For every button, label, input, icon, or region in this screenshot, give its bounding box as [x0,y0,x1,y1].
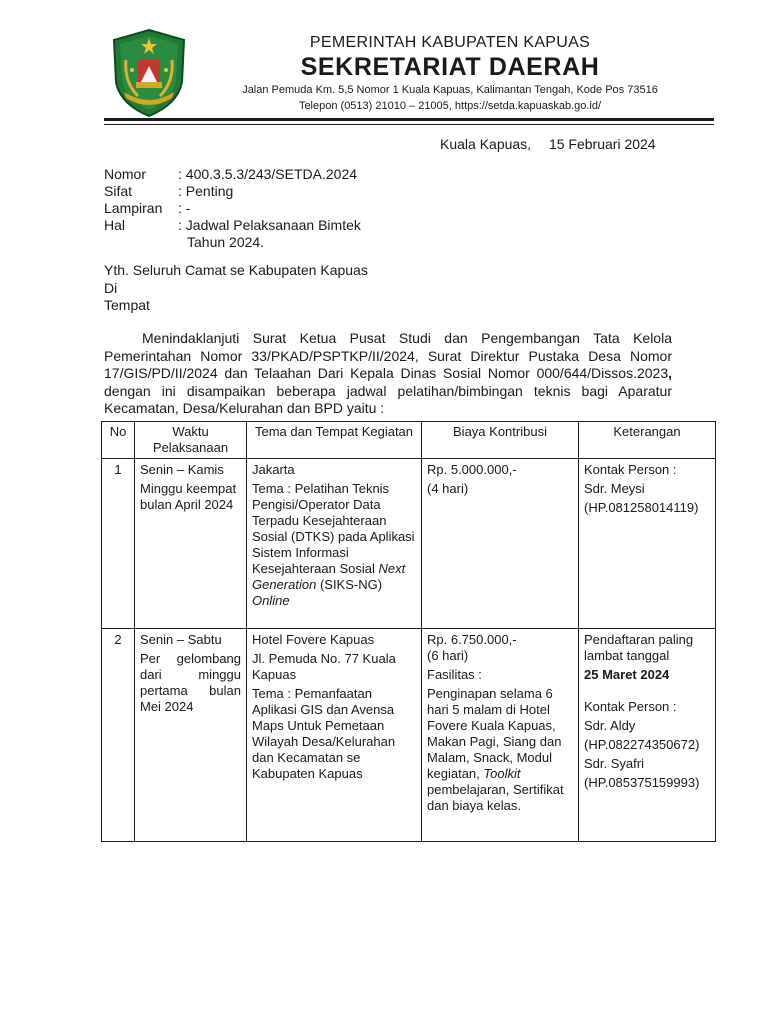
meta-value: : 400.3.5.3/243/SETDA.2024 [178,166,358,182]
recipient [104,262,368,315]
office-contact: Telepon (0513) 21010 – 21005, https://setda.kapuaskab.go.id/ [298,100,602,112]
letterhead-rule [104,118,714,121]
ket-label: Kontak Person : [584,462,677,477]
cell-tema [247,459,422,629]
ket-contact-phone: (HP.085375159993) [584,775,700,790]
letterhead [200,34,700,114]
ket-deadline-date: 25 Maret 2024 [584,667,670,682]
ket-contact-name: Sdr. Aldy [584,718,636,733]
biaya-amount: Rp. 5.000.000,- [427,462,517,477]
meta-row-sifat [104,183,407,200]
body-bold: , [668,365,672,382]
meta-row-nomor [104,166,407,183]
waktu-period: Per gelombang dari minggu pertama bulan Mei 2024 [140,651,241,714]
meta-key: Lampiran [104,200,163,216]
cell-biaya [422,629,579,842]
cell-waktu [135,629,247,842]
meta-row-hal [104,217,407,234]
waktu-days: Senin – Sabtu [140,632,222,647]
office-address: Jalan Pemuda Km. 5,5 Nomor 1 Kuala Kapuas, Kalimantan Tengah, Kode Pos 73516 [242,84,658,96]
header-no: No [102,422,135,459]
biaya-duration: (4 hari) [427,481,469,496]
schedule-table [101,421,716,842]
meta-key: Hal [104,217,126,233]
recipient-line: Yth. Seluruh Camat se Kabupaten Kapuas [104,262,368,278]
tempat: Hotel Fovere Kapuas [252,632,375,647]
fasilitas-label: Fasilitas : [427,667,482,682]
body-text: Menindaklanjuti Surat Ketua Pusat Studi dan Pengembangan Tata Kelola Pemerintahan Nomor 33/PKAD/PSPTKP/II/2024, Surat Direktur Pustaka Desa Nomor 17/GIS/PD/II/2024 dan Telaahan Dari Kepala Dinas Sosial Nomor 000/644/Dissos.2023 [104,330,672,382]
cell-no: 1 [102,459,135,629]
cell-waktu [135,459,247,629]
meta-key: Sifat [104,183,133,199]
date-place: Kuala Kapuas, [440,136,532,152]
government-name: PEMERINTAH KABUPATEN KAPUAS [309,34,591,51]
cell-keterangan [579,459,716,629]
cell-keterangan [579,629,716,842]
ket-deadline-label: Pendaftaran paling lambat tanggal [584,632,694,663]
alamat: Jl. Pemuda No. 77 Kuala Kapuas [252,651,396,682]
ket-contact-name: Sdr. Meysi [584,481,645,496]
date-value: 15 Februari 2024 [548,136,656,152]
letter-date [440,136,656,152]
fasilitas: Penginapan selama 6 hari 5 malam di Hotel Fovere Kuala Kapuas, Makan Pagi, Siang dan Malam, Snack, Modul kegiatan, Toolkit pembelajaran, Sertifikat dan biaya kelas. [427,686,564,813]
meta-value: : - [178,200,191,216]
letterhead-rule-thin [104,124,714,125]
header-keterangan: Keterangan [579,422,716,459]
waktu-period: Minggu keempat bulan April 2024 [140,481,237,512]
cell-no: 2 [102,629,135,842]
table-row [102,629,716,842]
body-paragraph [104,330,672,418]
biaya-amount: Rp. 6.750.000,- [427,632,517,647]
recipient-line: Tempat [104,297,150,313]
meta-value: Tahun 2024. [187,234,265,250]
ket-contact-phone: (HP.081258014119) [584,500,699,515]
regency-coat-of-arms-icon [108,26,190,118]
ket-contact-name: Sdr. Syafri [584,756,644,771]
letter-meta [104,166,407,251]
tema: Tema : Pemanfaatan Aplikasi GIS dan Avensa Maps Untuk Pemetaan Wilayah Desa/Kelurahan dan Kecamatan se Kabupaten Kapuas [252,686,396,781]
cell-tema [247,629,422,842]
header-waktu: Waktu Pelaksanaan [135,422,247,459]
biaya-duration: (6 hari) [427,648,469,663]
meta-value: : Jadwal Pelaksanaan Bimtek [178,217,361,233]
body-text-2: dengan ini disampaikan beberapa jadwal pelatihan/bimbingan teknis bagi Aparatur Kecamatan, Desa/Kelurahan dan BPD yaitu : [104,382,672,417]
header-tema: Tema dan Tempat Kegiatan [247,422,422,459]
tempat: Jakarta [252,462,295,477]
recipient-line: Di [104,279,118,296]
office-name: SEKRETARIAT DAERAH [300,53,600,81]
ket-label: Kontak Person : [584,699,677,714]
header-biaya: Biaya Kontribusi [422,422,579,459]
cell-biaya [422,459,579,629]
table-header-row [102,422,716,459]
meta-value: : Penting [178,183,234,199]
table-row [102,459,716,629]
waktu-days: Senin – Kamis [140,462,224,477]
meta-row-lampiran [104,200,407,217]
meta-row-hal-cont [104,234,407,251]
tema: Tema : Pelatihan Teknis Pengisi/Operator Data Terpadu Kesejahteraan Sosial (DTKS) pada Aplikasi Sistem Informasi Kesejahteraan Sosial Next Generation (SIKS-NG) Online [252,481,415,608]
meta-key: Nomor [104,166,147,182]
ket-contact-phone: (HP.082274350672) [584,737,700,752]
